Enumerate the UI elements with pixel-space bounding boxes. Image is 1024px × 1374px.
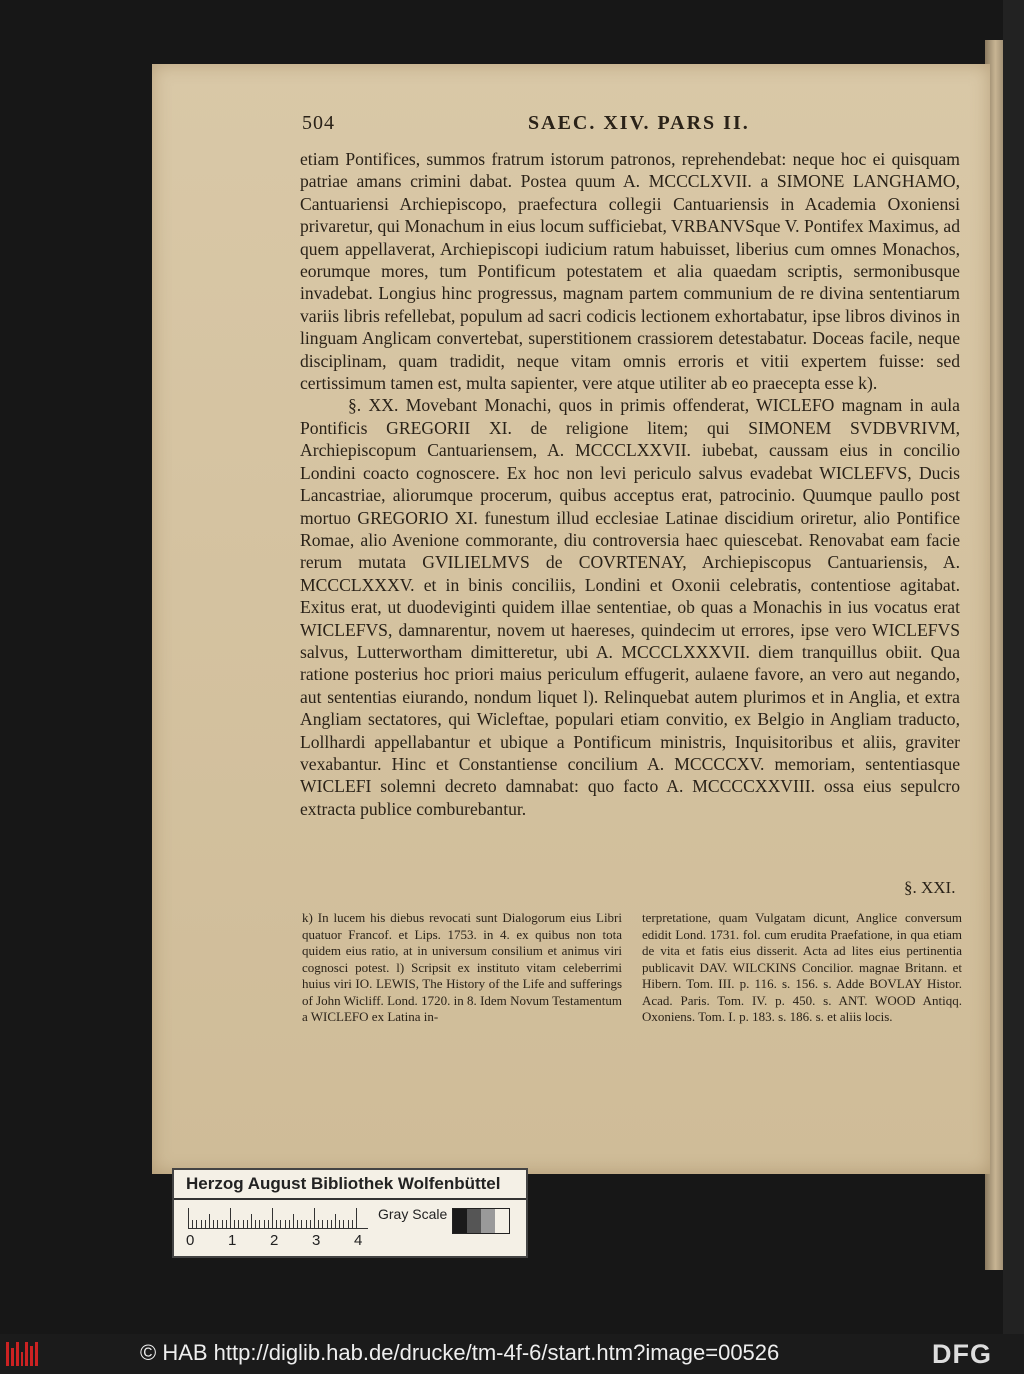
gray-swatch — [481, 1209, 495, 1233]
footnote-column-right — [642, 910, 962, 1026]
paragraph-1: etiam Pontifices, summos fratrum istorum patronos, reprehendebat: neque hoc ei quisquam patriae amans crimini dabat. Postea quum A. MCCCLXVII. a SIMONE LANGHAMO, Cantuariensi Archiepiscopo, praefectura collegii Cantuariensis in Academia Oxoniensi privaretur, qui Monachum in eius locum sufficiebat, VRBANVSque V. Pontifex Maximus, ad quem appellaverat, Archiepiscopi iudicium ratum habuisset, liberius cum omnes Monachos, eorumque mores, tum Pontificum potestatem et alia quaedam scriptis, sermonibusque invadebat. Longius hinc progressus, magnam partem communium de re divina sententiarum variis libris refellebat, populum ad sacri codicis lectionem exhortabatur, ipse libros divinos in linguam Anglicam convertebat, superstitionem crassiorem detestabatur. Doceas facile, neque disciplinam, quam tradidit, neque vitam omnis erroris et vitii expertem fuisse: sed certissimum tamen est, multa sapienter, vere atque utiliter ab eo praecepta esse k). — [300, 149, 960, 394]
ruler-number: 1 — [228, 1232, 237, 1249]
ruler-tick — [280, 1220, 281, 1228]
ruler-tick — [289, 1220, 290, 1228]
gray-swatch — [453, 1209, 467, 1233]
library-name: Herzog August Bibliothek Wolfenbüttel — [186, 1174, 501, 1193]
ruler-tick — [238, 1220, 239, 1228]
library-label-card — [172, 1168, 528, 1258]
gray-scale-label: Gray Scale — [378, 1206, 448, 1222]
ruler-tick — [272, 1208, 273, 1228]
library-barcode-icon — [6, 1342, 38, 1366]
ruler-tick — [251, 1214, 252, 1228]
ruler-tick — [285, 1220, 286, 1228]
footnote-right-text: terpretatione, quam Vulgatam dicunt, Anglice conversum edidit Lond. 1731. fol. cum erudita Praefatione, in qua etiam de vita et fatis eius disserit. Acta ad lites eius pertinentia publicavit DAV. WILCKINS Concilior. magnae Britann. et Hibern. Tom. III. p. 116. s. 156. s. Adde BOVLAY Histor. Acad. Paris. Tom. IV. p. 450. s. ANT. WOOD Antiqq. Oxoniens. Tom. I. p. 183. s. 186. s. et aliis locis. — [642, 910, 962, 1024]
ruler-number: 4 — [354, 1232, 363, 1249]
ruler-tick — [213, 1220, 214, 1228]
running-title: SAEC. XIV. PARS II. — [528, 112, 750, 134]
ruler-tick — [322, 1220, 323, 1228]
dfg-logo: DFG — [932, 1339, 992, 1369]
catchword: §. XXI. — [904, 878, 956, 897]
ruler-tick — [276, 1220, 277, 1228]
ruler-tick — [343, 1220, 344, 1228]
ruler-tick — [255, 1220, 256, 1228]
ruler-tick — [293, 1214, 294, 1228]
footer-bar — [0, 1334, 1024, 1374]
ruler-tick — [201, 1220, 202, 1228]
ruler-tick — [268, 1220, 269, 1228]
ruler-tick — [310, 1220, 311, 1228]
ruler-tick — [335, 1214, 336, 1228]
ruler-tick — [348, 1220, 349, 1228]
ruler-number: 3 — [312, 1232, 321, 1249]
ruler-tick — [188, 1208, 189, 1228]
ruler-tick — [259, 1220, 260, 1228]
ruler-tick — [318, 1220, 319, 1228]
ruler-tick — [226, 1220, 227, 1228]
dark-margin — [1003, 0, 1024, 1334]
ruler-tick — [339, 1220, 340, 1228]
ruler-number: 2 — [270, 1232, 279, 1249]
ruler-tick — [306, 1220, 307, 1228]
ruler-tick — [297, 1220, 298, 1228]
footnote-left-text: k) In lucem his diebus revocati sunt Dialogorum eius Libri quatuor Francof. et Lips. 1753. in 4. ex quibus non tota quidem eius ratio, at in universum consilium et animus viri cognosci potest. l) Scripsit ex instituto vitam celeberrimi huius viri IO. LEWIS, The History of the Life and sufferings of John Wicliff. Lond. 1720. in 8. Idem Novum Testamentum a WICLEFO ex Latina in- — [302, 910, 622, 1024]
ruler-tick — [264, 1220, 265, 1228]
ruler-tick — [301, 1220, 302, 1228]
ruler-tick — [247, 1220, 248, 1228]
paragraph-2: §. XX. Movebant Monachi, quos in primis offenderat, WICLEFO magnam in aula Pontificis GREGORII XI. de religione litem; qui SIMONEM SVDBVRIVM, Archiepiscopum Cantuariensem, A. MCCCLXXVII. iubebat, caussam eius in concilio Londini coacto cognoscere. Ex hoc non levi periculo salvus evadebat WICLEFVS, Ducis Lancastriae, aliorumque procerum, quibus acceptus erat, patrocinio. Quumque paullo post mortuo GREGORIO XI. funestum illud ecclesiae Latinae discidium oriretur, alio Pontifice Romae, alio Avenione commorante, diu controversia haec quiescebat. Renovabat eam facie rerum mutata GVILIELMVS de COVRTENAY, Archiepiscopus Cantuariensis, A. MCCCLXXXV. et in binis conciliis, Londini et Oxonii celebratis, contentiose agitabat. Exitus erat, ut duodeviginti quidem illae sententiae, ob quas a Monachis in ius vocatus erat WICLEFVS, damnarentur, novem ut haereses, quindecim ut errores, ipse vero WICLEFVS salvus, Lutterwortham dimitteretur, ubi A. MCCCLXXXVII. diem tranquillus obiit. Qua ratione posterius hoc priori maius periculum effugerit, aulaene favore, an vero aut negando, aut sententias eiurando, nondum liquet l). Relinquebat autem plurimos et in Anglia, et extra Angliam sectatores, qui Wicleftae, populari etiam convitio, ex Belgio in Angliam traducto, Lollhardi appellabantur et ubique a Pontificum ministris, Inquisitoribus et aliis, graviter vexabantur. Hinc et Constantiense concilium A. MCCCCXV. memoriam, sententiasque WICLEFI solemni decreto damnabat: quo facto A. MCCCCXXVIII. ossa eius sepulcro extracta publice comburebantur. — [300, 395, 960, 819]
ruler-tick — [222, 1220, 223, 1228]
ruler-number: 0 — [186, 1232, 195, 1249]
ruler-tick — [230, 1208, 231, 1228]
gray-scale-swatches — [452, 1208, 510, 1234]
ruler-tick — [327, 1220, 328, 1228]
book-page — [152, 64, 990, 1174]
ruler-tick — [331, 1220, 332, 1228]
footer-source-url[interactable]: © HAB http://diglib.hab.de/drucke/tm-4f-6/start.htm?image=00526 — [140, 1340, 780, 1365]
body-text — [300, 148, 960, 820]
gray-swatch — [495, 1209, 509, 1233]
gray-swatch — [467, 1209, 481, 1233]
ruler-tick — [356, 1208, 357, 1228]
ruler-tick — [243, 1220, 244, 1228]
ruler-tick — [209, 1214, 210, 1228]
label-divider — [174, 1198, 526, 1200]
ruler-tick — [314, 1208, 315, 1228]
ruler-tick — [352, 1220, 353, 1228]
ruler-tick — [234, 1220, 235, 1228]
ruler-tick — [205, 1220, 206, 1228]
ruler-tick — [196, 1220, 197, 1228]
footnote-column-left — [302, 910, 622, 1026]
page-number: 504 — [302, 112, 335, 134]
ruler-tick — [217, 1220, 218, 1228]
ruler-tick — [192, 1220, 193, 1228]
ruler — [188, 1208, 368, 1229]
